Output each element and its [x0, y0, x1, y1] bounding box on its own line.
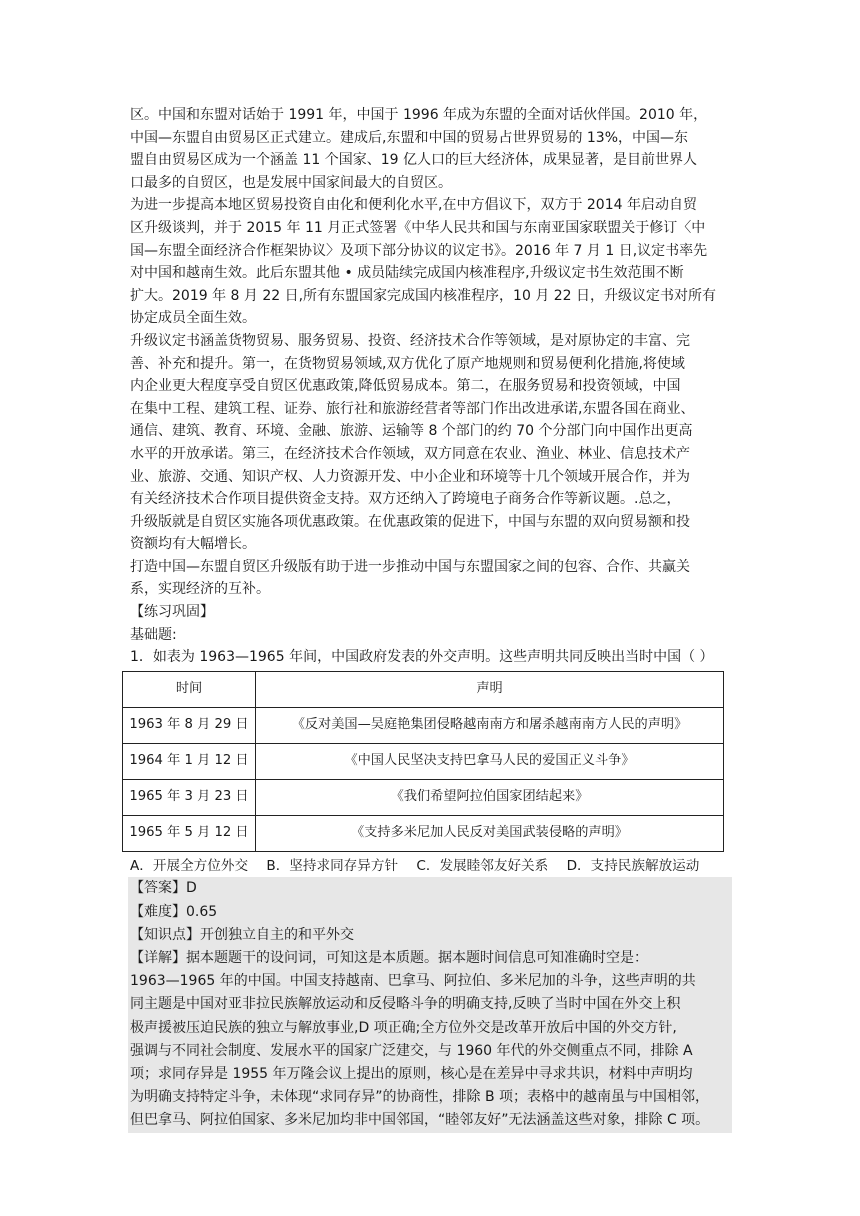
table-row — [123, 815, 724, 851]
detail-line: 1963—1965 年的中国。中国支持越南、巴拿马、阿拉伯、多米尼加的斗争，这些声明的共 — [130, 973, 696, 990]
table-header-row — [123, 671, 724, 707]
text-line: 口最多的自贸区，也是发展中国家间最大的自贸区。 — [130, 174, 452, 191]
cell-date: 1965 年 5 月 12 日 — [123, 815, 256, 851]
text-line: 资额均有大幅增长。 — [130, 536, 256, 553]
detail-line: 但巴拿马、阿拉伯国家、多米尼加均非中国邻国，“睦邻友好”无法涵盖这些对象，排除 C 项。 — [130, 1112, 710, 1129]
option-b: B．坚持求同存异方针 — [266, 857, 399, 874]
detail-line: 同主题是中国对亚非拉民族解放运动和反侵略斗争的明确支持,反映了当时中国在外交上积 — [130, 996, 681, 1013]
cell-date: 1963 年 8 月 29 日 — [123, 707, 256, 743]
text-line: 国—东盟全面经济合作框架协议〉及项下部分协议的议定书》。2016 年 7 月 1 日,议定书率先 — [130, 242, 708, 259]
text-line: 内企业更大程度享受自贸区优惠政策,降低贸易成本。第二，在服务贸易和投资领域，中国 — [130, 378, 681, 395]
text-line: 升级议定书涵盖货物贸易、服务贸易、投资、经济技术合作等领域，是对原协定的丰富、完 — [130, 332, 690, 349]
text-line: 业、旅游、交通、知识产权、人力资源开发、中小企业和环境等十几个领域开展合作，并为 — [130, 468, 690, 485]
cell-date: 1964 年 1 月 12 日 — [123, 743, 256, 779]
cell-date: 1965 年 3 月 23 日 — [123, 779, 256, 815]
text-line: 为进一步提高本地区贸易投资自由化和便利化水平,在中方倡议下，双方于 2014 年启动自贸 — [130, 197, 697, 214]
cell-declaration: 《中国人民坚决支持巴拿马人民的爱国正义斗争》 — [256, 743, 724, 779]
text-line: 协定成员全面生效。 — [130, 310, 256, 327]
detail-line: 项；求同存异是 1955 年万隆会议上提出的原则，核心是在差异中寻求共识，材料中声明均 — [130, 1066, 693, 1083]
question-stem: 1．如表为 1963—1965 年间，中国政府发表的外交声明。这些声明共同反映出当时中国（ ） — [130, 649, 714, 666]
text-line: 区。中国和东盟对话始于 1991 年，中国于 1996 年成为东盟的全面对话伙伴国。2010 年， — [130, 107, 708, 123]
text-line: 通信、建筑、教育、环境、金融、旅游、运输等 8 个部门的约 70 个分部门向中国作出更高 — [130, 423, 693, 440]
table-row — [123, 743, 724, 779]
header-declaration: 声明 — [256, 671, 724, 707]
text-line: 扩大。2019 年 8 月 22 日,所有东盟国家完成国内核准程序，10 月 22 日，升级议定书对所有 — [130, 287, 717, 304]
paragraph-protocol-content — [130, 330, 730, 556]
paragraph-conclusion — [130, 556, 730, 601]
knowledge-point-line: 【知识点】开创独立自主的和平外交 — [130, 926, 354, 943]
text-line: 系，实现经济的互补。 — [130, 581, 270, 598]
option-a: A．开展全方位外交 — [130, 857, 249, 874]
text-line: 打造中国—东盟自贸区升级版有助于进一步推动中国与东盟国家之间的包容、合作、共赢关 — [130, 558, 690, 575]
detail-line: 为明确支持特定斗争，未体现“求同存异”的协商性，排除 B 项；表格中的越南虽与中国相邻， — [130, 1089, 710, 1106]
detail-line: 强调与不同社会制度、发展水平的国家广泛建交，与 1960 年代的外交侧重点不同，排除 A — [130, 1042, 693, 1059]
detail-line: 极声援被压迫民族的独立与解放事业,D 项正确;全方位外交是改革开放后中国的外交方针, — [130, 1019, 677, 1036]
answer-options — [130, 855, 730, 878]
subheading: 基础题: — [130, 626, 177, 643]
text-line: 升级版就是自贸区实施各项优惠政策。在优惠政策的促进下，中国与东盟的双向贸易额和投 — [130, 513, 690, 530]
detail-line: 【详解】据本题题干的设问词，可知这是本质题。据本题时间信息可知准确时空是： — [130, 950, 648, 967]
text-line: 有关经济技术合作项目提供资金支持。双方还纳入了跨境电子商务合作等新议题。.总之， — [130, 491, 681, 508]
text-line: 在集中工程、建筑工程、证券、旅行社和旅游经营者等部门作出改进承诺,东盟各国在商业、 — [130, 400, 695, 417]
answer-line: 【答案】D — [130, 880, 197, 897]
table-row — [123, 779, 724, 815]
paragraph-asean-dialogue — [130, 104, 730, 194]
text-line: 盟自由贸易区成为一个涵盖 11 个国家、19 亿人口的巨大经济体，成果显著，是目前世界人 — [130, 152, 697, 169]
header-time: 时间 — [123, 671, 256, 707]
option-c: C．发展睦邻友好关系 — [416, 857, 549, 874]
table-row — [123, 707, 724, 743]
paragraph-upgrade-negotiation — [130, 194, 730, 330]
cell-declaration: 《反对美国—吴庭艳集团侵略越南南方和屠杀越南南方人民的声明》 — [256, 707, 724, 743]
cell-declaration: 《支持多米尼加人民反对美国武装侵略的声明》 — [256, 815, 724, 851]
document-body — [130, 104, 730, 1133]
text-line: 区升级谈判，并于 2015 年 11 月正式签署《中华人民共和国与东南亚国家联盟关于修订〈中 — [130, 219, 706, 236]
section-heading: 【练习巩固】 — [130, 604, 214, 621]
option-d: D．支持民族解放运动 — [566, 857, 700, 874]
text-line: 善、补充和提升。第一，在货物贸易领域,双方优化了原产地规则和贸易便利化措施,将使域 — [130, 355, 685, 372]
answer-explanation-block — [128, 877, 732, 1132]
text-line: 对中国和越南生效。此后东盟其他 • 成员陆续完成国内核准程序,升级议定书生效范围不断 — [130, 265, 684, 282]
text-line: 中国—东盟自由贸易区正式建立。建成后,东盟和中国的贸易占世界贸易的 13%，中国—东 — [130, 129, 689, 146]
difficulty-line: 【难度】0.65 — [130, 903, 218, 920]
text-line: 水平的开放承诺。第三，在经济技术合作领域，双方同意在农业、渔业、林业、信息技术产 — [130, 445, 690, 462]
declarations-table — [122, 671, 724, 852]
cell-declaration: 《我们希望阿拉伯国家团结起来》 — [256, 779, 724, 815]
